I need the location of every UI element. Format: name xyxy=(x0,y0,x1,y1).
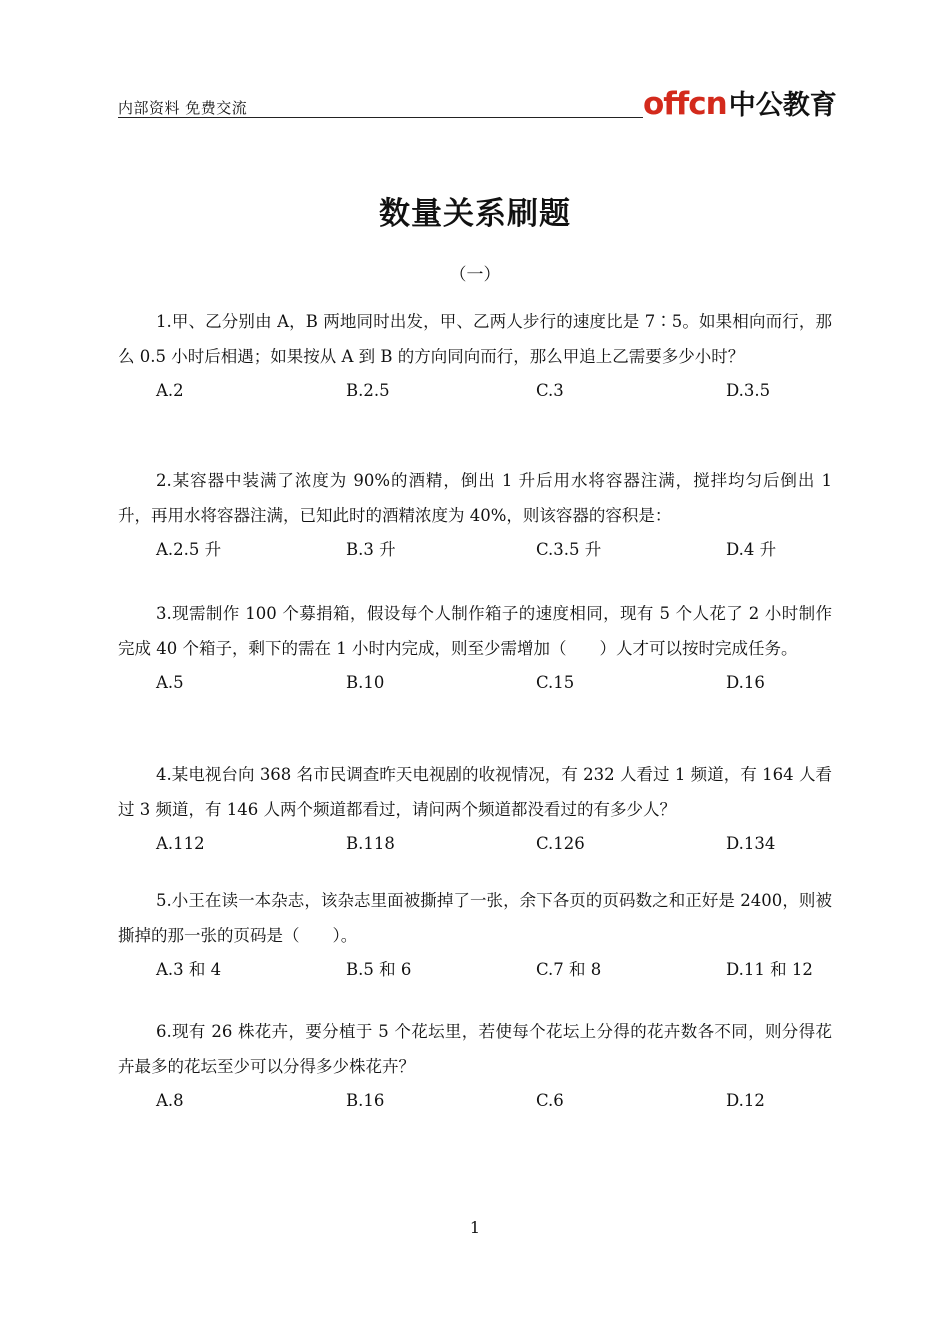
option-c: C.7 和 8 xyxy=(536,960,602,979)
option-a: A.112 xyxy=(156,834,205,853)
option-c: C.15 xyxy=(536,673,575,692)
option-b: B.3 升 xyxy=(346,540,396,559)
question-4 xyxy=(118,757,832,859)
question-1 xyxy=(118,304,832,406)
question-text: 3.现需制作 100 个募捐箱，假设每个人制作箱子的速度相同，现有 5 个人花了 2 小时制作完成 40 个箱子，剩下的需在 1 小时内完成，则至少需增加（ ）人才可以按时完成任务。 xyxy=(118,604,832,658)
option-d: D.4 升 xyxy=(726,540,777,559)
option-b: B.118 xyxy=(346,834,395,853)
question-text: 4.某电视台向 368 名市民调查昨天电视剧的收视情况，有 232 人看过 1 频道，有 164 人看过 3 频道，有 146 人两个频道都看过，请问两个频道都没看过的有多少人？ xyxy=(118,765,832,819)
options-row xyxy=(118,955,832,985)
option-c: C.126 xyxy=(536,834,585,853)
option-c: C.3 xyxy=(536,381,564,400)
question-text: 6.现有 26 株花卉，要分植于 5 个花坛里，若使每个花坛上分得的花卉数各不同，则分得花卉最多的花坛至少可以分得多少株花卉？ xyxy=(118,1022,832,1076)
options-row xyxy=(118,829,832,859)
option-b: B.10 xyxy=(346,673,385,692)
options-row xyxy=(118,668,832,698)
options-row xyxy=(118,535,832,565)
option-c: C.6 xyxy=(536,1091,564,1110)
option-a: A.2 xyxy=(156,381,184,400)
option-d: D.3.5 xyxy=(726,381,771,400)
question-5 xyxy=(118,883,832,985)
offcn-logo xyxy=(643,78,837,120)
logo-chinese-text: 中公教育 xyxy=(728,89,837,121)
question-text: 5.小王在读一本杂志，该杂志里面被撕掉了一张，余下各页的页码数之和正好是 2400，则被撕掉的那一张的页码是（ ）。 xyxy=(118,891,832,945)
header-left-text: 内部资料 免费交流 xyxy=(118,99,248,117)
option-a: A.8 xyxy=(156,1091,184,1110)
option-d: D.12 xyxy=(726,1091,765,1110)
header-divider xyxy=(118,117,643,118)
question-2 xyxy=(118,463,832,565)
option-c: C.3.5 升 xyxy=(536,540,602,559)
option-d: D.11 和 12 xyxy=(726,960,813,979)
option-a: A.5 xyxy=(156,673,184,692)
question-6 xyxy=(118,1014,832,1116)
option-b: B.5 和 6 xyxy=(346,960,412,979)
option-d: D.16 xyxy=(726,673,765,692)
option-a: A.2.5 升 xyxy=(156,540,222,559)
options-row xyxy=(118,1086,832,1116)
page-title: 数量关系刷题 xyxy=(379,196,571,232)
question-3 xyxy=(118,596,832,698)
logo-latin-text: offcn xyxy=(643,86,727,122)
page-number: 1 xyxy=(469,1218,481,1237)
option-b: B.16 xyxy=(346,1091,385,1110)
option-d: D.134 xyxy=(726,834,776,853)
section-subtitle: （一） xyxy=(449,265,501,285)
option-b: B.2.5 xyxy=(346,381,390,400)
options-row xyxy=(118,376,832,406)
question-text: 2.某容器中装满了浓度为 90%的酒精，倒出 1 升后用水将容器注满，搅拌均匀后倒出 1 升，再用水将容器注满，已知此时的酒精浓度为 40%，则该容器的容积是： xyxy=(118,471,832,525)
question-text: 1.甲、乙分别由 A，B 两地同时出发，甲、乙两人步行的速度比是 7∶5。如果相向而行，那么 0.5 小时后相遇；如果按从 A 到 B 的方向同向而行，那么甲追上乙需要多少小时？ xyxy=(118,312,832,366)
option-a: A.3 和 4 xyxy=(156,960,222,979)
